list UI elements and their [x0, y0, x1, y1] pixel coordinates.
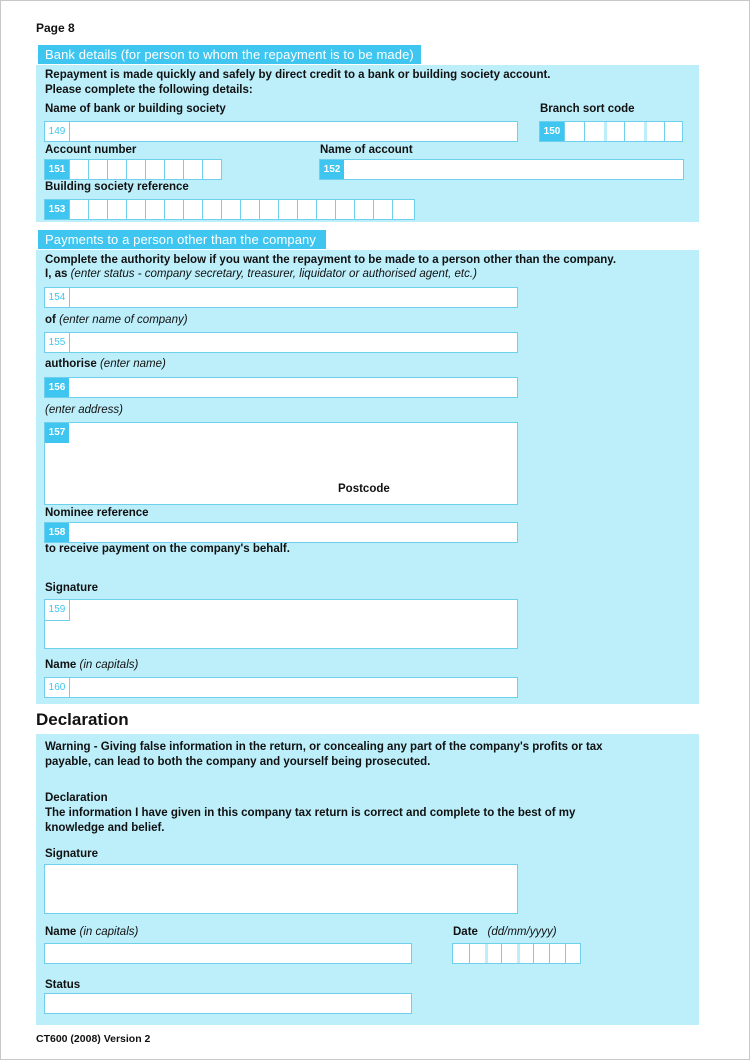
- date-line: [453, 926, 557, 938]
- box-number-154: 154: [48, 292, 66, 303]
- box-number-150: 150: [540, 122, 564, 141]
- of-label: of: [45, 314, 56, 326]
- bs-ref-cell: [392, 200, 393, 219]
- bs-ref-cell: [164, 200, 165, 219]
- bs-ref-label: Building society reference: [45, 181, 189, 193]
- nominee-name-line: [45, 659, 138, 671]
- nominee-ref-field-158[interactable]: [44, 522, 518, 543]
- address-hint: (enter address): [45, 404, 123, 416]
- authorise-line: [45, 358, 166, 370]
- sort-code-separator: [604, 122, 607, 141]
- account-name-field[interactable]: [319, 159, 684, 180]
- bs-ref-cell: [107, 200, 108, 219]
- box-number-152: 152: [320, 160, 344, 179]
- box-number-156: 156: [45, 378, 69, 397]
- field-divider: [69, 600, 70, 620]
- nominee-name-hint: (in capitals): [79, 659, 139, 671]
- field-divider: [69, 678, 70, 697]
- nominee-heading: Payments to a person other than the company: [38, 230, 326, 249]
- bs-ref-cell: [202, 200, 203, 219]
- name-field-160[interactable]: [44, 677, 518, 698]
- bs-ref-cell: [69, 200, 70, 219]
- field-divider: [69, 333, 70, 352]
- account-number-cell: [107, 160, 108, 179]
- sort-code-label: Branch sort code: [540, 103, 635, 115]
- bs-ref-cell: [240, 200, 241, 219]
- sort-code-field[interactable]: [539, 121, 683, 142]
- bs-ref-cell: [88, 200, 89, 219]
- nominee-ref-label: Nominee reference: [45, 507, 149, 519]
- date-cell: [549, 944, 550, 963]
- bank-intro-line2: Please complete the following details:: [45, 84, 253, 96]
- bs-ref-cell: [335, 200, 336, 219]
- bs-ref-cell: [373, 200, 374, 219]
- declaration-title: Declaration: [36, 710, 129, 729]
- behalf-text: to receive payment on the company's behalf.: [45, 543, 290, 555]
- date-field[interactable]: [452, 943, 581, 964]
- footer-form-version: CT600 (2008) Version 2: [36, 1033, 151, 1045]
- postcode-label: Postcode: [338, 483, 390, 495]
- declaration-name-hint: (in capitals): [79, 926, 139, 938]
- account-number-label: Account number: [45, 144, 137, 156]
- declaration-signature-label: Signature: [45, 848, 99, 860]
- field-divider: [69, 288, 70, 307]
- bs-ref-cell: [259, 200, 260, 219]
- box-number-157: 157: [45, 423, 69, 443]
- declaration-status-label: Status: [45, 979, 81, 991]
- authorise-label: authorise: [45, 358, 97, 370]
- bs-ref-cell: [126, 200, 127, 219]
- bank-name-label: Name of bank or building society: [45, 103, 226, 115]
- declaration-status-field[interactable]: [44, 993, 412, 1014]
- bs-ref-cell: [297, 200, 298, 219]
- account-number-cell: [88, 160, 89, 179]
- signature-field-159[interactable]: [44, 599, 518, 649]
- nominee-signature-label: Signature: [45, 582, 99, 594]
- sort-code-cell: [664, 122, 665, 141]
- box-number-160: 160: [48, 682, 66, 693]
- date-separator: [485, 944, 488, 963]
- sort-code-cell: [584, 122, 585, 141]
- bank-details-heading: Bank details (for person to whom the repayment is to be made): [38, 45, 421, 64]
- i-as-hint: (enter status - company secretary, treasurer, liquidator or authorised agent, etc.): [70, 268, 477, 280]
- date-cell: [469, 944, 470, 963]
- account-number-cell: [145, 160, 146, 179]
- bs-ref-cell: [221, 200, 222, 219]
- nominee-name-field-156[interactable]: [44, 377, 518, 398]
- company-name-field-155[interactable]: [44, 332, 518, 353]
- bs-ref-cell: [316, 200, 317, 219]
- box-number-149: 149: [48, 126, 66, 137]
- box-number-155: 155: [48, 337, 66, 348]
- of-line: [45, 314, 188, 326]
- warning-line2: payable, can lead to both the company and yourself being prosecuted.: [45, 756, 431, 768]
- account-number-cell: [183, 160, 184, 179]
- of-hint: (enter name of company): [59, 314, 188, 326]
- i-as-label: I, as: [45, 268, 68, 280]
- date-hint: (dd/mm/yyyy): [487, 926, 557, 938]
- field-divider: [69, 122, 70, 141]
- sort-code-cell: [564, 122, 565, 141]
- bank-intro-line1: Repayment is made quickly and safely by direct credit to a bank or building society account.: [45, 69, 551, 81]
- warning-line1: Warning - Giving false information in the return, or concealing any part of the company's profits or tax: [45, 741, 603, 753]
- declaration-subheading: Declaration: [45, 792, 108, 804]
- bs-ref-field[interactable]: [44, 199, 415, 220]
- bs-ref-cell: [183, 200, 184, 219]
- declaration-name-label: Name: [45, 926, 77, 938]
- date-cell: [533, 944, 534, 963]
- nominee-name-label: Name: [45, 659, 77, 671]
- declaration-name-field[interactable]: [44, 943, 412, 964]
- bs-ref-cell: [278, 200, 279, 219]
- date-separator: [517, 944, 520, 963]
- account-number-cell: [202, 160, 203, 179]
- authorise-hint: (enter name): [99, 358, 166, 370]
- box-number-153: 153: [45, 200, 69, 219]
- nominee-intro: Complete the authority below if you want the repayment to be made to a person other than the company.: [45, 254, 617, 266]
- page-label: Page 8: [36, 21, 75, 35]
- bs-ref-cell: [354, 200, 355, 219]
- sort-code-separator: [644, 122, 647, 141]
- declaration-signature-field[interactable]: [44, 864, 518, 914]
- field-divider: [45, 620, 70, 621]
- account-name-label: Name of account: [320, 144, 413, 156]
- date-cell: [501, 944, 502, 963]
- account-number-cell: [126, 160, 127, 179]
- box-number-151: 151: [45, 160, 69, 179]
- box-number-159: 159: [48, 604, 66, 615]
- account-number-field[interactable]: [44, 159, 222, 180]
- statement-line1: The information I have given in this company tax return is correct and complete to the best of my: [45, 807, 576, 819]
- box-number-158: 158: [45, 523, 69, 542]
- date-label: Date: [453, 926, 478, 938]
- bank-name-field[interactable]: [44, 121, 518, 142]
- status-field-154[interactable]: [44, 287, 518, 308]
- declaration-name-line: [45, 926, 138, 938]
- address-field-157[interactable]: [44, 422, 518, 505]
- date-cell: [565, 944, 566, 963]
- statement-line2: knowledge and belief.: [45, 822, 165, 834]
- account-number-cell: [164, 160, 165, 179]
- bs-ref-cell: [145, 200, 146, 219]
- account-number-cell: [69, 160, 70, 179]
- i-as-line: [45, 268, 477, 280]
- sort-code-cell: [624, 122, 625, 141]
